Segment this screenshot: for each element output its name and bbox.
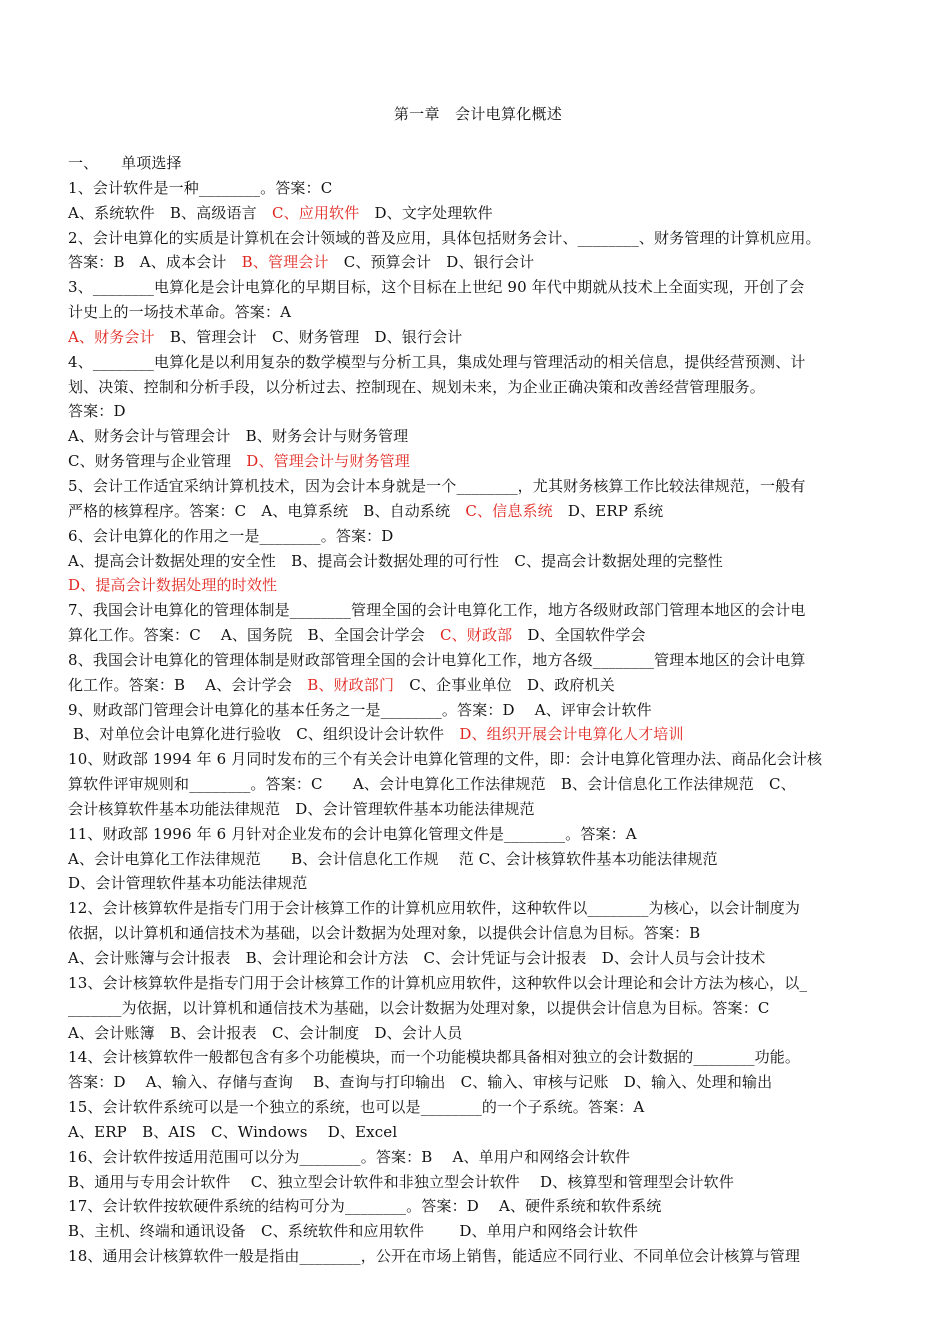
text-span: 5、会计工作适宜采纳计算机技术，因为会计本身就是一个________，尤其财务核算工作比较法律规范，一般有 (68, 476, 806, 495)
text-line (68, 474, 910, 499)
chapter-title: 第一章 会计电算化概述 (393, 105, 563, 123)
text-span: 一、 单项选择 (68, 154, 182, 172)
text-span: 14、会计核算软件一般都包含有多个功能模块，而一个功能模块都具备相对独立的会计数据的________功能。 (68, 1048, 801, 1067)
answer-highlight: D、组织开展会计电算化人才培训 (459, 725, 684, 744)
text-span: A、ERP B、AIS C、Windows D、Excel (68, 1122, 398, 1141)
text-line (68, 226, 910, 251)
text-line (68, 971, 910, 996)
text-line (68, 1070, 910, 1095)
answer-highlight: D、管理会计与财务管理 (246, 452, 410, 471)
text-span: 6、会计电算化的作用之一是________。答案：D (68, 526, 394, 545)
text-span: A、财务会计与管理会计 B、财务会计与财务管理 (68, 427, 409, 446)
text-line (68, 623, 910, 648)
text-span: D、ERP 系统 (552, 501, 664, 520)
text-line (68, 573, 910, 598)
text-line (68, 151, 910, 176)
text-line (68, 847, 910, 872)
text-span: 化工作。答案：B A、会计学会 (68, 675, 308, 694)
answer-highlight: B、管理会计 (241, 253, 329, 272)
text-line (68, 424, 910, 449)
text-span: 7、我国会计电算化的管理体制是________管理全国的会计电算化工作，地方各级财政部门管理本地区的会计电 (68, 601, 806, 620)
text-line (68, 275, 910, 300)
text-span: A、系统软件 B、高级语言 (68, 203, 272, 222)
text-span: _______为依据，以计算机和通信技术为基础，以会计数据为处理对象，以提供会计信息为目标。答案：C (68, 998, 770, 1017)
text-line (68, 722, 910, 747)
text-span: 15、会计软件系统可以是一个独立的系统，也可以是________的一个子系统。答案：A (68, 1098, 645, 1117)
text-line (68, 1045, 910, 1070)
text-span: 依据，以计算机和通信技术为基础，以会计数据为处理对象，以提供会计信息为目标。答案：B (68, 924, 701, 943)
text-line (68, 797, 910, 822)
text-span: 9、财政部门管理会计电算化的基本任务之一是________。答案：D A、评审会计软件 (68, 700, 652, 719)
text-line (68, 871, 910, 896)
text-span: D、会计管理软件基本功能法律规范 (68, 874, 308, 893)
text-line (68, 1095, 910, 1120)
text-line (68, 896, 910, 921)
text-span: 3、________电算化是会计电算化的早期目标，这个目标在上世纪 90 年代中期就从技术上全面实现，开创了会 (68, 278, 805, 297)
text-line (68, 1120, 910, 1145)
answer-highlight: C、财政部 (440, 626, 513, 645)
text-span: B、对单位会计电算化进行验收 C、组织设计会计软件 (68, 725, 460, 744)
text-line (68, 1145, 910, 1170)
text-line (68, 921, 910, 946)
text-line (68, 1219, 910, 1244)
answer-highlight: A、财务会计 (68, 327, 155, 346)
text-line (68, 449, 910, 474)
text-span: 4、________电算化是以利用复杂的数学模型与分析工具，集成处理与管理活动的相关信息，提供经营预测、计 (68, 352, 806, 371)
document-body (68, 151, 910, 1269)
text-span: 18、通用会计核算软件一般是指由________，公开在市场上销售，能适应不同行业、不同单位会计核算与管理 (68, 1247, 801, 1266)
text-span: 17、会计软件按软硬件系统的结构可分为________。答案：D A、硬件系统和软件系统 (68, 1197, 662, 1216)
text-span: B、通用与专用会计软件 C、独立型会计软件和非独立型会计软件 D、核算型和管理型会计软件 (68, 1172, 734, 1191)
text-line (68, 325, 910, 350)
text-line (68, 946, 910, 971)
text-line (68, 1170, 910, 1195)
text-span: B、主机、终端和通讯设备 C、系统软件和应用软件 D、单用户和网络会计软件 (68, 1222, 639, 1241)
text-line (68, 1194, 910, 1219)
text-line (68, 673, 910, 698)
text-line (68, 747, 910, 772)
text-line (68, 300, 910, 325)
text-line (68, 250, 910, 275)
text-line (68, 350, 910, 375)
text-line (68, 996, 910, 1021)
text-span: 会计核算软件基本功能法律规范 D、会计管理软件基本功能法律规范 (68, 799, 535, 818)
text-span: C、财务管理与企业管理 (68, 452, 247, 471)
text-span: C、企事业单位 D、政府机关 (394, 675, 615, 694)
text-span: 10、财政部 1994 年 6 月同时发布的三个有关会计电算化管理的文件，即：会计电算化管理办法、商品化会计核 (68, 750, 823, 769)
text-line (68, 1244, 910, 1269)
text-span: 11、财政部 1996 年 6 月针对企业发布的会计电算化管理文件是________。答案：A (68, 824, 637, 843)
text-line (68, 375, 910, 400)
text-span: A、会计账簿 B、会计报表 C、会计制度 D、会计人员 (68, 1023, 463, 1042)
text-span: 严格的核算程序。答案：C A、电算系统 B、自动系统 (68, 501, 466, 520)
text-line (68, 598, 910, 623)
text-line (68, 399, 910, 424)
text-span: D、全国软件学会 (512, 626, 646, 645)
text-span: 算软件评审规则和________。答案：C A、会计电算化工作法律规范 B、会计信息化工作法律规范 C、 (68, 775, 796, 794)
text-span: D、文字处理软件 (359, 203, 493, 222)
text-span: C、预算会计 D、银行会计 (328, 253, 535, 272)
text-line (68, 772, 910, 797)
answer-highlight: D、提高会计数据处理的时效性 (68, 576, 278, 595)
text-span: 8、我国会计电算化的管理体制是财政部管理全国的会计电算化工作，地方各级________管理本地区的会计电算 (68, 650, 806, 669)
text-line (68, 648, 910, 673)
text-span: 计史上的一场技术革命。答案：A (68, 303, 292, 322)
text-span: 划、决策、控制和分析手段，以分析过去、控制现在、规划未来，为企业正确决策和改善经营管理服务。 (68, 377, 765, 396)
text-line (68, 822, 910, 847)
text-span: 13、会计核算软件是指专门用于会计核算工作的计算机应用软件，这种软件以会计理论和会计方法为核心，以_ (68, 973, 808, 992)
text-line (68, 499, 910, 524)
text-span: 1、会计软件是一种________。答案：C (68, 178, 333, 197)
answer-highlight: C、应用软件 (271, 203, 360, 222)
text-span: 2、会计电算化的实质是计算机在会计领域的普及应用，具体包括财务会计、________、财务管理的计算机应用。 (68, 228, 821, 247)
text-span: 12、会计核算软件是指专门用于会计核算工作的计算机应用软件，这种软件以________为核心，以会计制度为 (68, 899, 801, 918)
text-line (68, 698, 910, 723)
text-span: B、管理会计 C、财务管理 D、银行会计 (154, 327, 463, 346)
text-span: 答案：D (68, 402, 126, 421)
text-line (68, 524, 910, 549)
text-span: 16、会计软件按适用范围可以分为________。答案：B A、单用户和网络会计软件 (68, 1147, 631, 1166)
text-span: 答案：B A、成本会计 (68, 253, 242, 272)
text-line (68, 201, 910, 226)
text-span: 算化工作。答案：C A、国务院 B、全国会计学会 (68, 626, 441, 645)
text-span: 答案：D A、输入、存储与查询 B、查询与打印输出 C、输入、审核与记账 D、输入、处理和输出 (68, 1073, 773, 1092)
text-span: A、提高会计数据处理的安全性 B、提高会计数据处理的可行性 C、提高会计数据处理的完整性 (68, 551, 723, 570)
text-line (68, 1021, 910, 1046)
text-line (68, 549, 910, 574)
text-line (68, 176, 910, 201)
text-span: A、会计账簿与会计报表 B、会计理论和会计方法 C、会计凭证与会计报表 D、会计人员与会计技术 (68, 949, 766, 967)
answer-highlight: B、财政部门 (307, 675, 395, 694)
answer-highlight: C、信息系统 (465, 501, 553, 520)
text-span: A、会计电算化工作法律规范 B、会计信息化工作规 范 C、会计核算软件基本功能法律规范 (68, 849, 718, 868)
